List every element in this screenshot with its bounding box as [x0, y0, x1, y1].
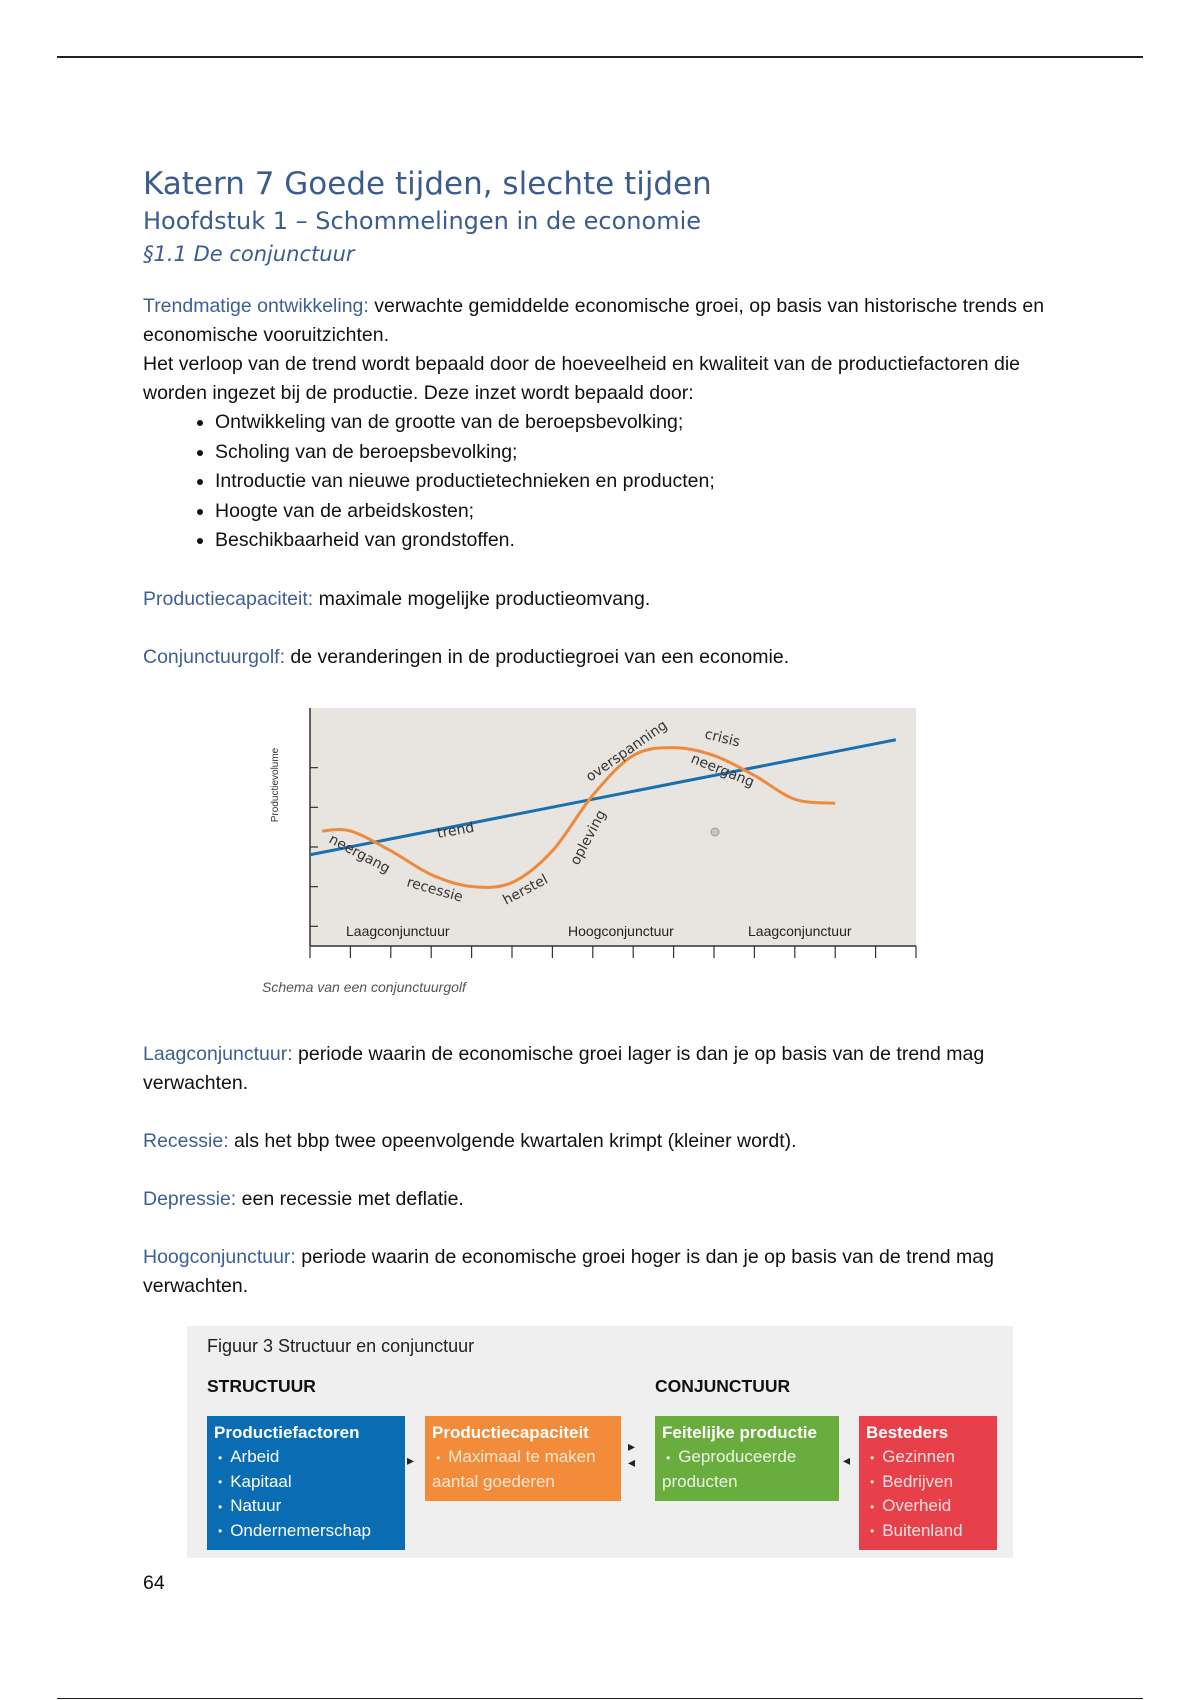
term-depression: Depressie: [143, 1187, 237, 1210]
section-heading: §1.1 De conjunctuur [143, 242, 355, 266]
box-actual-production [655, 1416, 839, 1501]
definition-depression [143, 1185, 1063, 1214]
definition-wave-text: de veranderingen in de productiegroei van een economie. [285, 645, 790, 668]
label-herstel: herstel [500, 871, 551, 909]
box-title: Productiefactoren [214, 1423, 360, 1442]
box-spenders [859, 1416, 997, 1550]
y-axis-label: Productievolume [270, 747, 281, 823]
definition-high-text: periode waarin de economische groei hoger is dan je op basis van de trend mag verwachten. [143, 1245, 994, 1297]
phase-label-high: Hoogconjunctuur [568, 923, 674, 939]
label-opleving: opleving [567, 807, 610, 868]
box-title: Productiecapaciteit [432, 1423, 589, 1442]
box-title: Besteders [866, 1423, 949, 1442]
definition-low-text: periode waarin de economische groei lager is dan je op basis van de trend mag verwachten. [143, 1042, 985, 1094]
definition-capacity [143, 585, 1063, 614]
marker-dot [711, 828, 719, 836]
definition-wave [143, 643, 1063, 672]
list-item: • Maximaal te maken aantal goederen [432, 1445, 614, 1494]
page-number: 64 [143, 1572, 165, 1594]
business-cycle-svg [258, 700, 918, 1000]
arrow-right-icon: ▸ [407, 1452, 415, 1468]
label-trend: trend [435, 819, 476, 842]
list-item: • Scholing van de beroepsbevolking; [215, 438, 1063, 468]
definition-low [143, 1040, 1063, 1098]
list-item: • Buitenland [866, 1519, 990, 1544]
list-item: • Ondernemerschap [214, 1519, 398, 1544]
term-high: Hoogconjunctuur: [143, 1245, 296, 1268]
definition-recession [143, 1127, 1063, 1156]
list-item: • Geproduceerde producten [662, 1445, 832, 1494]
trend-paragraph: Het verloop van de trend wordt bepaald door de hoeveelheid en kwaliteit van de productiefactoren die worden ingezet bij de productie. Deze inzet wordt bepaald door: [143, 353, 1020, 404]
term-recession: Recessie: [143, 1129, 229, 1152]
box-list [214, 1445, 398, 1543]
label-overspanning: overspanning [583, 717, 671, 786]
trend-bullet-list [143, 408, 1063, 556]
list-item: • Ontwikkeling van de grootte van de beroepsbevolking; [215, 408, 1063, 438]
definition-recession-text: als het bbp twee opeenvolgende kwartalen krimpt (kleiner wordt). [228, 1129, 797, 1152]
conjuncture-header: CONJUNCTUUR [655, 1376, 791, 1396]
list-item: • Hoogte van de arbeidskosten; [215, 497, 1063, 527]
arrow-left-icon: ◂ [628, 1454, 636, 1470]
list-item: • Introductie van nieuwe productietechnieken en producten; [215, 467, 1063, 497]
label-neergang-2: neergang [688, 750, 757, 791]
phase-label-low-2: Laagconjunctuur [748, 923, 852, 939]
business-cycle-chart [258, 700, 918, 1000]
definition-capacity-text: maximale mogelijke productieomvang. [313, 587, 651, 610]
header-rule [57, 56, 1143, 58]
label-recessie: recessie [404, 874, 465, 906]
definition-high [143, 1243, 1063, 1301]
x-ticks [310, 946, 916, 958]
label-crisis: crisis [703, 726, 742, 751]
plot-background [310, 708, 916, 946]
box-list [866, 1445, 990, 1543]
arrow-right-icon: ▸ [628, 1438, 636, 1454]
definition-trend [143, 292, 1063, 350]
box-list [662, 1445, 832, 1494]
definition-trend-text: verwachte gemiddelde economische groei, op basis van historische trends en economische vooruitzichten. [143, 295, 1045, 346]
chart-caption: Schema van een conjunctuurgolf [262, 979, 466, 995]
list-item: • Gezinnen [866, 1445, 990, 1470]
list-item: • Arbeid [214, 1445, 398, 1470]
footer-rule [57, 1698, 1143, 1699]
list-item: • Beschikbaarheid van grondstoffen. [215, 526, 1063, 556]
list-item: • Overheid [866, 1494, 990, 1519]
document-title: Katern 7 Goede tijden, slechte tijden [143, 166, 712, 202]
label-neergang-1: neergang [326, 831, 393, 877]
term-wave: Conjunctuurgolf: [143, 645, 286, 668]
box-production-factors [207, 1416, 405, 1550]
term-trend: Trendmatige ontwikkeling: [143, 295, 369, 317]
arrow-left-icon: ◂ [843, 1452, 851, 1468]
chapter-heading: Hoofdstuk 1 – Schommelingen in de economie [143, 207, 701, 235]
list-item: • Kapitaal [214, 1470, 398, 1495]
term-low: Laagconjunctuur: [143, 1042, 293, 1065]
term-capacity: Productiecapaciteit: [143, 587, 314, 610]
structure-header: STRUCTUUR [207, 1376, 316, 1396]
box-title: Feitelijke productie [662, 1423, 817, 1442]
definition-depression-text: een recessie met deflatie. [236, 1187, 464, 1210]
list-item: • Bedrijven [866, 1470, 990, 1495]
box-production-capacity [425, 1416, 621, 1501]
phase-label-low-1: Laagconjunctuur [346, 923, 450, 939]
list-item: • Natuur [214, 1494, 398, 1519]
figure-title: Figuur 3 Structuur en conjunctuur [207, 1336, 475, 1356]
figure-structure-conjuncture [187, 1326, 1013, 1558]
box-list [432, 1445, 614, 1494]
